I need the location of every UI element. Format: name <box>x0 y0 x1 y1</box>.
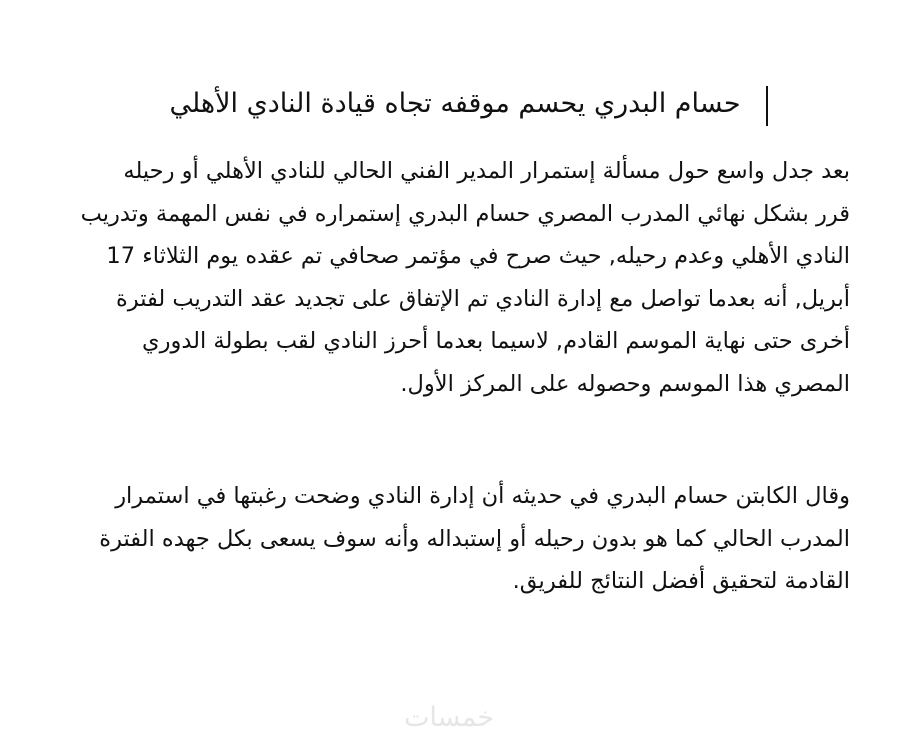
paragraph-1 <box>70 150 850 405</box>
paragraph-line: النادي الأهلي وعدم رحيله, حيث صرح في مؤتمر صحافي تم عقده يوم الثلاثاء 17 <box>106 243 850 269</box>
text-cursor <box>766 86 768 126</box>
paragraph-2 <box>70 475 850 603</box>
paragraph-line: وقال الكابتن حسام البدري في حديثه أن إدارة النادي وضحت رغبتها في استمرار <box>115 483 850 509</box>
paragraph-line: المدرب الحالي كما هو بدون رحيله أو إستبداله وأنه سوف يسعى بكل جهده الفترة <box>99 525 850 552</box>
paragraph-line: أخرى حتى نهاية الموسم القادم, لاسيما بعدما أحرز النادي لقب بطولة الدوري <box>142 328 850 354</box>
article-title: حسام البدري يحسم موقفه تجاه قيادة النادي الأهلي <box>169 88 741 119</box>
watermark-logo: خمسات <box>403 702 495 733</box>
paragraph-line: قرر بشكل نهائي المدرب المصري حسام البدري إستمراره في نفس المهمة وتدريب <box>80 200 850 227</box>
paragraph-line: أبريل, أنه بعدما تواصل مع إدارة النادي تم الإتفاق على تجديد عقد التدريب لفترة <box>116 285 850 312</box>
paragraph-line: القادمة لتحقيق أفضل النتائج للفريق. <box>512 568 850 594</box>
paragraph-line: بعد جدل واسع حول مسألة إستمرار المدير الفني الحالي للنادي الأهلي أو رحيله <box>123 158 850 184</box>
paragraph-line: المصري هذا الموسم وحصوله على المركز الأول. <box>400 370 850 397</box>
